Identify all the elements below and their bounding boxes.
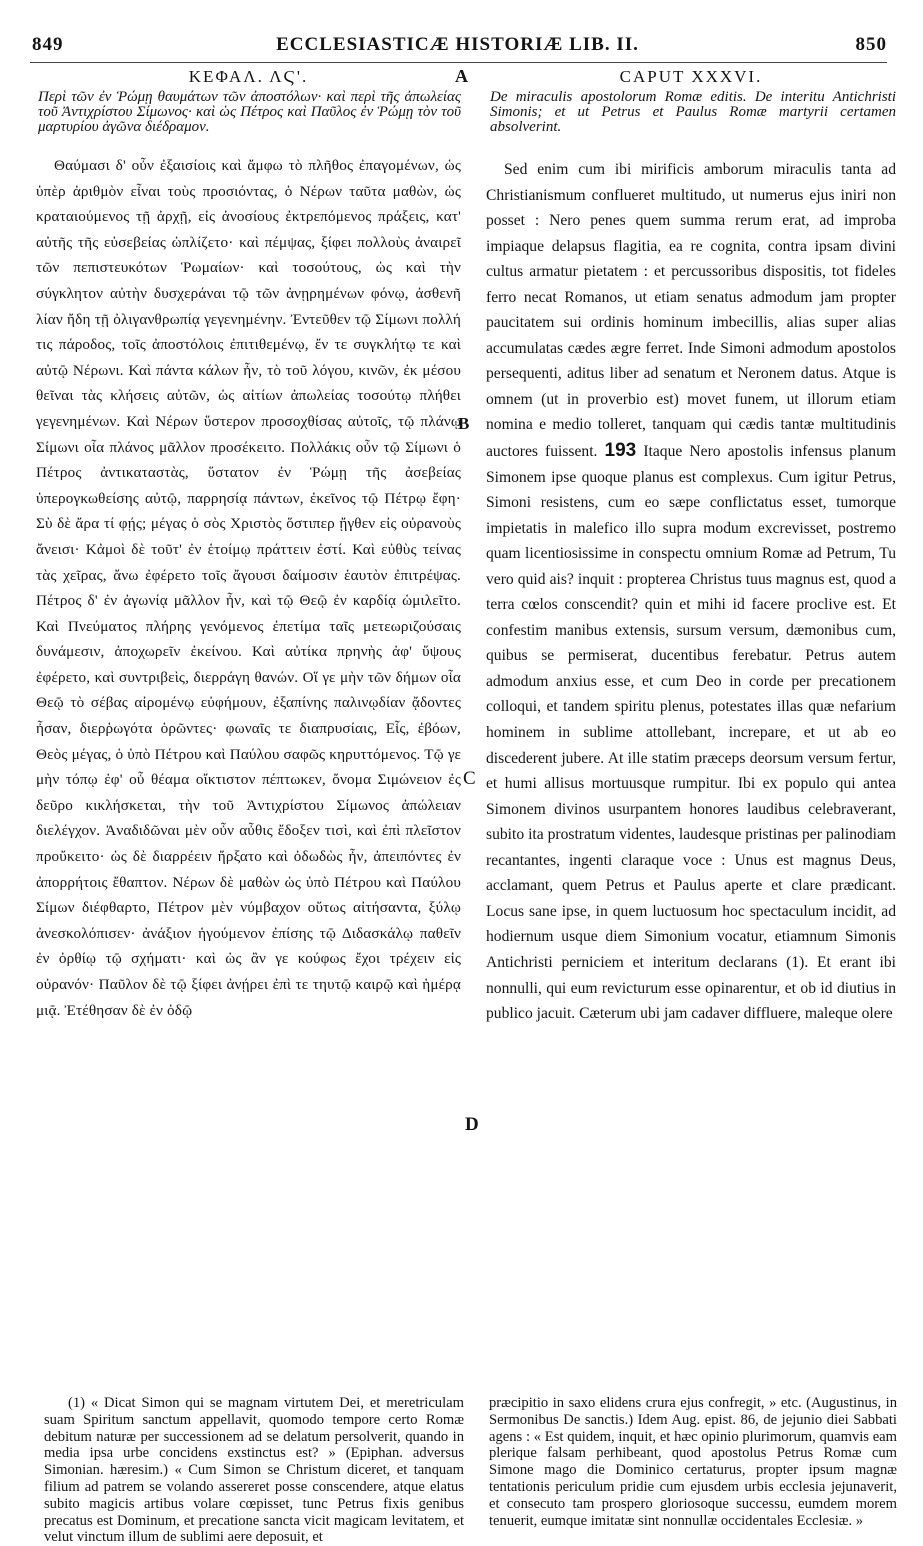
footnote-right: præcipitio in saxo elidens crura ejus confregit, » etc. (Augustinus, in Sermonibus De sanctis.) Idem Aug. epist. 86, de jejunio diei Sabbati agens : « Est quidem, inquit, et hæc opinio plurimorum, quamvis eam plerique falsam perhibeant, quod apostolus Petrus Romæ cum Simone mago die Dominico certaturus, propter ipsum magnæ tentationis periculum pridie cum ejusdem urbis ecclesia jejunaverit, et consecuto tam prospero gloriosoque successu, eumdem morem tenuerit, eumque imitatæ sint nonnullæ occidentales Ecclesiæ. »	[489, 1395, 897, 1529]
page-number-right: 850	[855, 34, 887, 55]
margin-marker-c: C	[463, 768, 476, 789]
latin-column	[486, 64, 896, 1027]
greek-body-text: Θαύμασι δ' οὖν ἐξαισίοις καὶ ἄμφω τὸ πλῆθος ἐπαγομένων, ὡς ὑπὲρ ἀριθμὸν εἶναι τοὺς προσιόντας, ὁ Νέρων ταῦτα μαθὼν, ὡς κραταιούμενος τῇ ἀρχῇ, εἰς ἀνοσίους ἐκτρεπόμενος πράξεις, κατ' αὐτῆς τῆς εὐσεβείας ὡπλίζετο· καὶ πέμψας, ξίφει πολλοὺς ἀναιρεῖ τῶν πεπιστευκότων Ῥωμαίων· καὶ τοσούτους, ὡς καὶ τὴν σύγκλητον αὐτὴν δυσχεράναι τῷ τῶν ἀνῃρημένων φόνῳ, ἀσθενῆ λίαν ἤδη τῇ ὀλιγανθρωπίᾳ γεγενημένην. Ἐντεῦθεν τῷ Σίμωνι πολλή τις πάροδος, τοῖς ἀποστόλοις ἐπιτιθεμένῳ, ἔν τε συγκλήτῳ τε καὶ αὐτῷ Νέρωνι. Καὶ πάντα κάλων ἦν, τὸ τοῦ λόγου, κινῶν, ἐκ μέσου θεῖναι τὰς κλήσεις αὐτῶν, ὡς αἰτίων ἀπωλείας τοσούτῳ πλήθει γεγενημένων. Καὶ Νέρων ὕστερον προσοχθίσας αὐτοῖς, τῷ πλάνῳ Σίμωνι οἷα πλάνος μᾶλλον προσέκειτο. Πολλάκις οὖν τῷ Σίμωνι ὁ Πέτρος ἀντικαταστὰς, ὕστατον ἐν Ῥώμῃ τῆς ἀσεβείας ὑπερογκωθείσης αὐτῷ, παρρησίᾳ πάντων, ἐκεῖνος τῷ Πέτρῳ ἔφη· Σὺ δὲ ἄρα τί φῄς; μέγας ὁ σὸς Χριστὸς ὅστιπερ ᾔγθεν εἰς οὐρανοὺς ἄνεισι· Κἀμοὶ δὲ τοῦτ' ἐν ἑτοίμῳ πράττειν ἐστί. Καὶ εὐθὺς τείνας τὰς χεῖρας, ἄνω ἐφέρετο τοῖς ἄγουσι δαίμοσιν ἑαυτὸν ἐπιτρέψας. Πέτρος δ' ἐν ἀγωνίᾳ μᾶλλον ἦν, καὶ τῷ Θεῷ ἐν καρδίᾳ ὡμιλεῖτο. Καὶ Πνεύματος πλήρης γενόμενος ἐπετίμα ταῖς μετεωριζούσαις δυνάμεσιν, ἀποχωρεῖν ἐκείνου. Καὶ αὐτίκα πρηνὴς ἀφ' ὕψους ἐφέρετο, καὶ συντριβεὶς, διερράγη θανών. Οἵ γε μὴν τῶν δήμων οἷα Θεῷ τὸ σέβας αἰρομένῳ εὐφήμουν, ἐξαπίνης παλινῳδίαν ᾄδοντες ἦσαν, διερῥωγότα ὁρῶντες· φωναῖς τε διαπρυσίαις, Εἷς, ἐβόων, Θεὸς μέγας, ὁ ὑπὸ Πέτρου καὶ Παύλου σαφῶς κηρυττόμενος. Τῷ γε μὴν τόπῳ ἐφ' οὗ θέαμα οἴκτιστον πέπτωκεν, ὄνομα Σιμώνειον ἐς δεῦρο κικλήσκεται, τὴν τοῦ Ἀντιχρίστου Σίμωνος ἀπώλειαν διελέγχον. Ἀναδιδῶναι μὲν οὖν αὖθις ἔδοξεν τισὶ, καὶ ἐπὶ πλεῖστον προὔκειτο· ὡς δὲ διαρρέειν ἤρξατο καὶ ὀδωδὼς ἦν, ἀπειπόντες ἐν ἀπορρήτοις ἔθαπτον. Νέρων δὲ μαθὼν ὡς ὑπὸ Πέτρου καὶ Παύλου Σίμων διέφθαρτο, Πέτρον μὲν νύμβαχον οὕτως αἰτήσαντα, ξύλῳ ἀνεσκολόπισεν· ἀνάξιον ἡγούμενον ἐπίσης τῷ Διδασκάλῳ παθεῖν ἐν ὀρθίῳ τῷ σχήματι· καὶ ὡς ἂν γε κούφως ἔχοι τρέχειν εἰς οὐρανόν· Παῦλον δὲ τῷ ξίφει ἀνῄρει ἐπὶ τε τηυτῷ καιρῷ καὶ ἡμέρᾳ μιᾷ. Ἐτέθησαν δὲ ἐν ὁδῷ	[36, 157, 461, 1019]
margin-marker-d: D	[465, 1114, 479, 1135]
greek-chapter-summary: Περὶ τῶν ἐν Ῥώμῃ θαυμάτων τῶν ἀποστόλων· καὶ περὶ τῆς ἀπωλείας τοῦ Ἀντιχρίστου Σίμωνος· καὶ ὡς Πέτρος καὶ Παῦλος ἐν Ῥώμῃ τὸν τοῦ μαρτυρίου ἀγῶνα διέδραμον.	[38, 89, 461, 135]
footnote-left: (1) « Dicat Simon qui se magnam virtutem Dei, et meretriculam suam Spiritum sanctum appellavit, quomodo tempore certo Romæ debitum naturæ per successionem ad se delatum persolverit, quando in media ipsa urbe concidens exstinctus est? » (Epiphan. adversus Simonian. hæresim.) « Cum Simon se Christum diceret, et tanquam filium ad patrem se volando assereret posse conscendere, atque elatus subito magicis artibus volare cœpisset, tunc Petrus fixis genibus precatus est Dominum, et precatione sancta vicit magicam levitatem, et velut vinctum illum de sublimi aere deposuit, et	[44, 1395, 464, 1546]
margin-marker-a: A	[455, 66, 468, 86]
latin-body-part-1: Sed enim cum ibi mirificis amborum miraculis tanta ad Christianismum conflueret multitudo, ut numerus ejus iniri non posset : Nero penes quem summa rerum erat, ad improba impiaque delapsus flagitia, ea re cognita, contra ipsam divini cultus armatur pietatem : et percussoribus dispositis, tot fideles ferro necat Romanos, ut etiam senatus admodum jam propter paucitatem sui ordinis hominum imbecillis, alias super alias accumulatas cædes ægre ferret. Inde Simoni admodum apostolos persequenti, aditus liber ad senatum et Neronem datus. Atque is omnem (ut in proverbio est) movet funem, ut illorum etiam nomina e medio tolleret, tanquam qui cædis tantæ multitudinis auctores fuissent.	[486, 161, 896, 461]
latin-body-text	[486, 157, 896, 1027]
page-number-left: 849	[32, 34, 64, 55]
greek-chapter-heading: ΚΕΦΑΛ. ΛϚ'.	[188, 67, 309, 86]
latin-body-part-2: Itaque Nero apostolis infensus planum Simonem ipse quoque planus est complexus. Cum igitur Petrus, Simoni resistens, cum eo sæpe conflictatus esset, tumorque impietatis in malefico illo supra modum excrevisset, postremo quam licentiosissime in conspectu omnium Romæ ad Petrum, Tu vero quid ais? inquit : propterea Christus tuus magnus est, quod a terra cœlos conscendit? quin et mihi id facere proclive est. Et confestim manibus extensis, sursum versum, dæmonibus cum, quibus se permiserat, ducentibus ferebatur. Petrus autem admodum anxius esse, et cum Deo in corde per precationem colloqui, et tandem spiritu plenus, potestates illas quæ nefarium hominem in sublime attollebant, increpare, et ut ab eo discederent jubere. At ille statim præceps deorsum versum fertur, et humi allisus mortuusque rumpitur. Ibi ex populo qui antea Simonem divinos usurpantem honores laudibus celebraverant, subito ita prostratum videntes, laudesque pristinas per palinodiam recantantes, ingenti claraque voce : Unus est magnus Deus, acclamant, quem Petrus et Paulus aperte et clare prædicant. Locus sane ipse, in quem luctuosum hoc spectaculum incidit, ad hodiernum usque diem Simonium vocatur, etiamnum Simonis Antichristi perniciem et interitum declarans (1). Et erant ibi nonnulli, qui eum revicturum esse opinarentur, et ob id diutius in publico jacuit. Cæterum ubi jam cadaver diffluere, maleque olere	[486, 443, 897, 1023]
latin-chapter-summary: De miraculis apostolorum Romæ editis. De interitu Antichristi Simonis; et ut Petrus et Paulus Romæ martyrii certamen absolverint.	[490, 89, 896, 135]
greek-column	[36, 64, 461, 1023]
header-rule	[30, 62, 887, 63]
running-title: ECCLESIASTICÆ HISTORIÆ LIB. II.	[276, 34, 639, 55]
running-header	[28, 34, 887, 60]
latin-chapter-heading: CAPUT XXXVI.	[619, 67, 763, 86]
margin-marker-b: B	[458, 414, 470, 433]
section-number: 193	[604, 440, 637, 462]
